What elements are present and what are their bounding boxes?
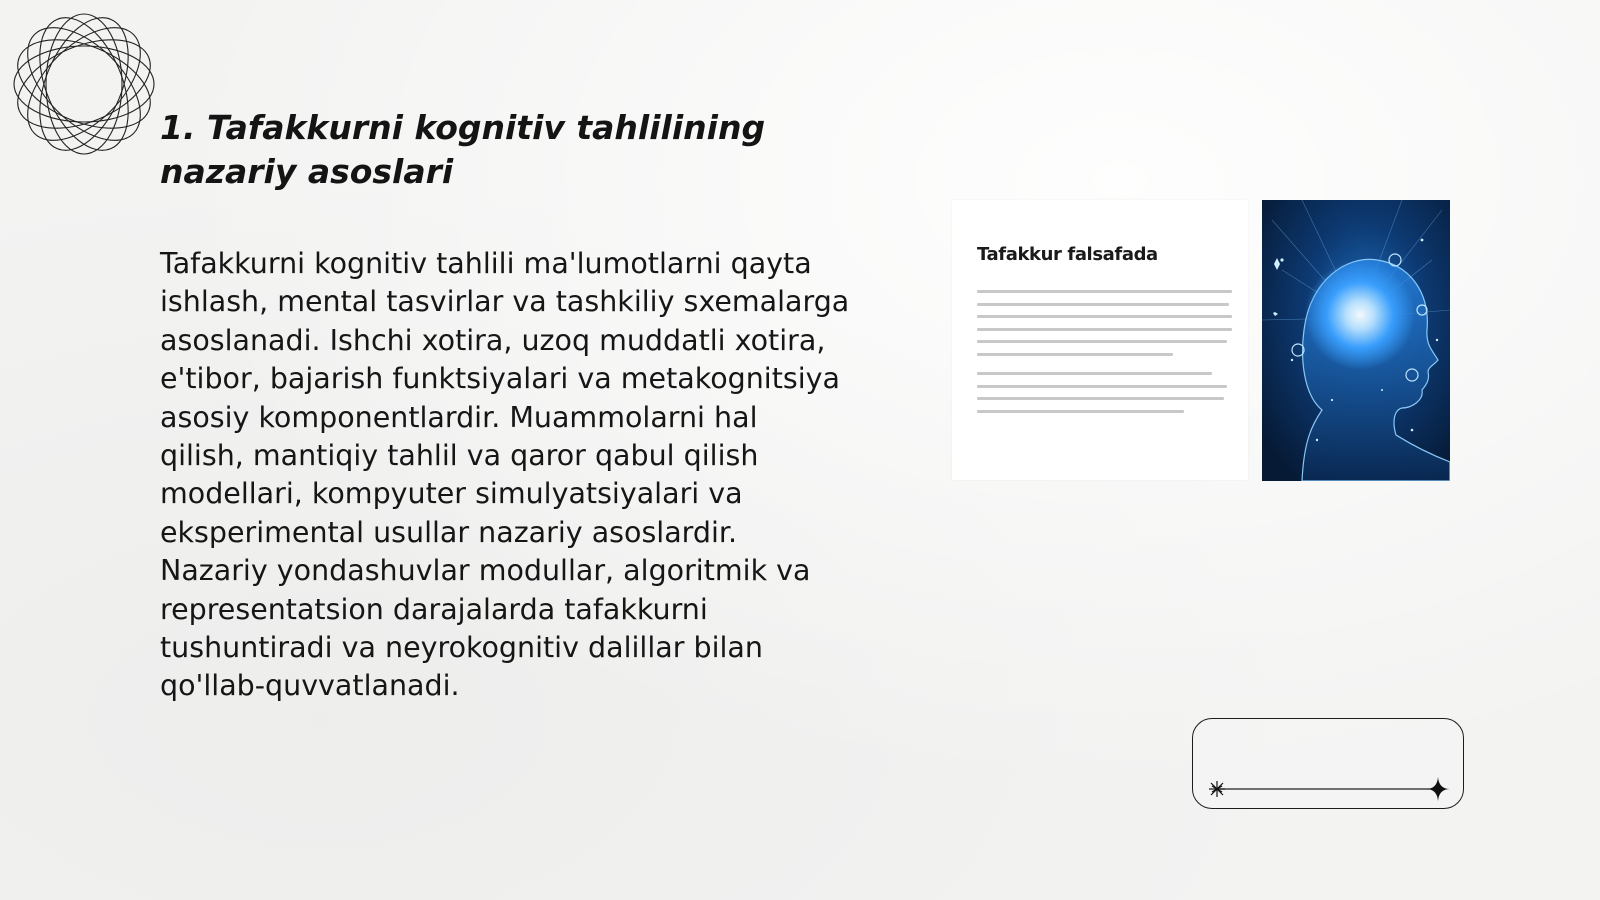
progress-bar [1193,719,1465,810]
thumbnail-paragraph-2 [977,372,1232,422]
sparkle-icon [1426,777,1450,801]
thumbnail-paragraph-1 [977,290,1232,365]
starburst-icon [1209,781,1225,797]
document-thumbnail-title: Tafakkur falsafada [977,244,1158,265]
progress-bar-frame [1192,718,1464,809]
glowing-head-brain-icon [1262,200,1450,481]
slide-body-text: Tafakkurni kognitiv tahlili ma'lumotlarni qayta ishlash, mental tasvirlar va tashkiliy sxemalarga asoslanadi. Ishchi xotira, uzoq muddatli xotira, e'tibor, bajarish funktsiyalari va metakognitsiya asosiy komponentlardir. Muammolarni hal qilish, mantiqiy tahlil va qaror qabul qilish modellari, kompyuter simulyatsiyalari va eksperimental usullar nazariy asoslardir. Nazariy yondashuvlar modullar, algoritmik va representatsion darajalarda tafakkurni tushuntiradi va neyrokognitiv dalillar bilan qo'llab-quvvatlanadi. [160,247,850,703]
circular-rosette-icon [10,10,158,158]
document-thumbnail [952,200,1248,480]
slide-title: 1. Tafakkurni kognitiv tahlilining nazariy asoslari [160,108,766,191]
